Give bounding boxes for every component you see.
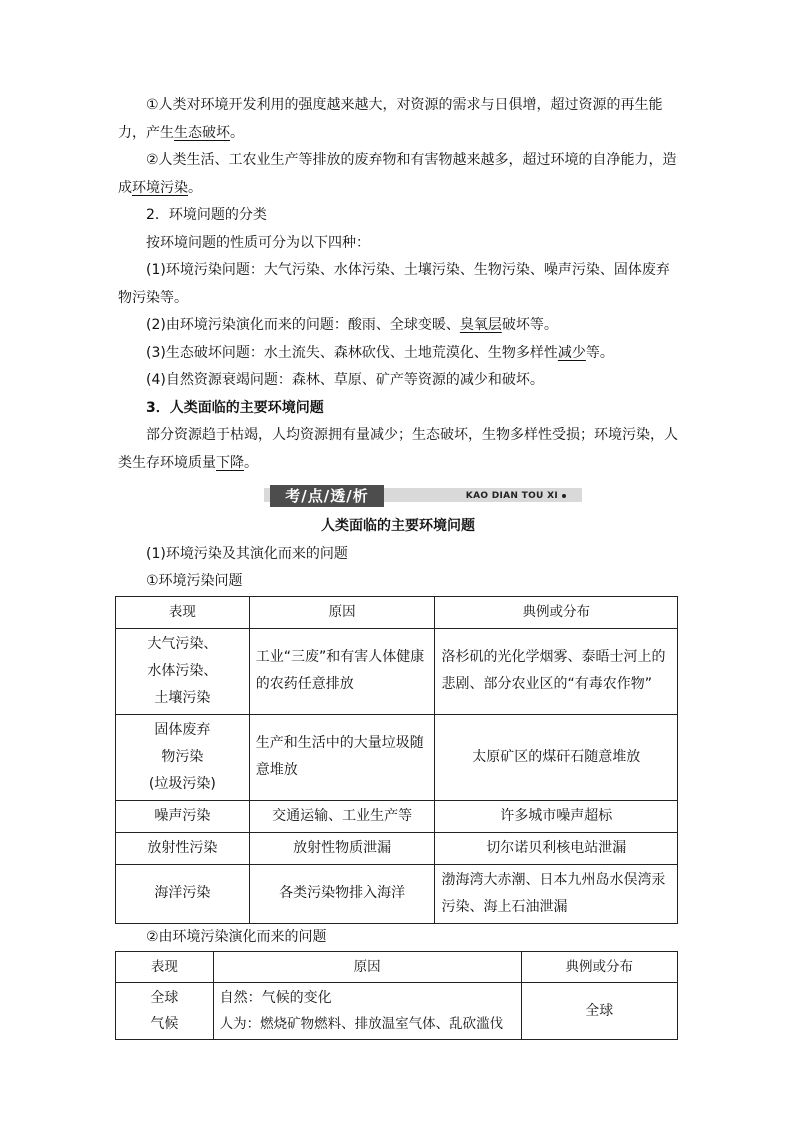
main-problems-body: 部分资源趋于枯竭，人均资源拥有量减少；生态破坏，生物多样性受损；环境污染，人类生存环境质量下降。	[118, 427, 678, 471]
banner-tab: 考/点/透/析	[270, 485, 384, 507]
kind-cell: 海洋污染	[116, 864, 250, 923]
table-row	[116, 832, 678, 864]
kind-cell: 放射性污染	[116, 832, 250, 864]
table-header-row	[116, 952, 678, 983]
paragraph-ecological-damage: ①人类对环境开发利用的强度越来越大，对资源的需求与日俱增，超过资源的再生能力，产生生态破坏。	[118, 97, 663, 141]
cause-cell: 生产和生活中的大量垃圾随意堆放	[249, 714, 435, 800]
cause-natural: 自然：气候的变化	[219, 990, 332, 1006]
classification-item-4: (4)自然资源衰竭问题：森林、草原、矿产等资源的减少和破坏。	[146, 372, 544, 388]
example-cell: 渤海湾大赤潮、日本九州岛水俣湾汞污染、海上石油泄漏	[435, 864, 678, 923]
section-title-classification: 2．环境问题的分类	[146, 207, 267, 223]
blank-answer: 臭氧层	[459, 317, 502, 333]
cause-cell: 交通运输、工业生产等	[249, 800, 435, 832]
blank-answer: 生态破坏	[174, 124, 230, 141]
analysis-sub-1b: ②由环境污染演化而来的问题	[146, 928, 327, 945]
blank-answer: 环境污染	[132, 179, 188, 196]
classification-item-3: (3)生态破坏问题：水土流失、森林砍伐、土地荒漠化、生物多样性减少等。	[146, 344, 614, 361]
blank-answer: 下降	[216, 454, 244, 471]
header-cell: 表现	[116, 596, 250, 628]
kind-cell: 噪声污染	[116, 800, 250, 832]
table-row	[116, 628, 678, 714]
dot-icon	[562, 494, 566, 498]
derived-problems-table	[115, 951, 678, 1040]
paragraph-environmental-pollution: ②人类生活、工农业生产等排放的废弃物和有害物越来越多，超过环境的自净能力，造成环境污染。	[118, 152, 677, 196]
kind-cell: 全球 气候	[116, 983, 214, 1040]
table-row	[116, 864, 678, 923]
table-row	[116, 714, 678, 800]
kind-cell: 大气污染、 水体污染、 土壤污染	[116, 628, 250, 714]
header-cell: 原因	[213, 952, 521, 983]
classification-item-2: (2)由环境污染演化而来的问题：酸雨、全球变暖、臭氧层破坏等。	[146, 317, 558, 333]
analysis-sub-1: (1)环境污染及其演化而来的问题	[146, 545, 348, 562]
table-header-row	[116, 596, 678, 628]
table-row	[116, 800, 678, 832]
example-cell: 全球	[521, 983, 677, 1040]
section-banner	[118, 485, 678, 507]
blank-answer: 减少	[557, 344, 586, 361]
analysis-sub-1a: ①环境污染问题	[146, 573, 243, 589]
cause-cell: 各类污染物排入海洋	[249, 864, 435, 923]
cause-cell: 放射性物质泄漏	[249, 832, 435, 864]
example-cell: 太原矿区的煤矸石随意堆放	[435, 714, 678, 800]
section-title-main-problems: 3．人类面临的主要环境问题	[146, 399, 324, 416]
kind-cell: 固体废弃 物污染 (垃圾污染)	[116, 714, 250, 800]
analysis-heading: 人类面临的主要环境问题	[321, 518, 475, 534]
header-cell: 典例或分布	[435, 596, 678, 628]
table-row	[116, 983, 678, 1040]
page-content	[118, 92, 678, 1040]
header-cell: 表现	[116, 952, 214, 983]
classification-lead: 按环境问题的性质可分为以下四种：	[146, 234, 370, 251]
cause-cell: 工业“三废”和有害人体健康的农药任意排放	[249, 628, 435, 714]
cause-human: 人为：燃烧矿物燃料、排放温室气体、乱砍滥伐	[219, 1016, 504, 1032]
example-cell: 许多城市噪声超标	[435, 800, 678, 832]
example-cell: 切尔诺贝利核电站泄漏	[435, 832, 678, 864]
pollution-table	[115, 596, 678, 924]
classification-item-1: (1)环境污染问题：大气污染、水体污染、土壤污染、生物污染、噪声污染、固体废弃物污染等。	[118, 262, 670, 306]
banner-english: KAO DIAN TOU XI	[466, 487, 566, 505]
example-cell: 洛杉矶的光化学烟雾、泰晤士河上的悲剧、部分农业区的“有毒农作物”	[435, 628, 678, 714]
cause-cell	[213, 983, 521, 1040]
header-cell: 典例或分布	[521, 952, 677, 983]
header-cell: 原因	[249, 596, 435, 628]
